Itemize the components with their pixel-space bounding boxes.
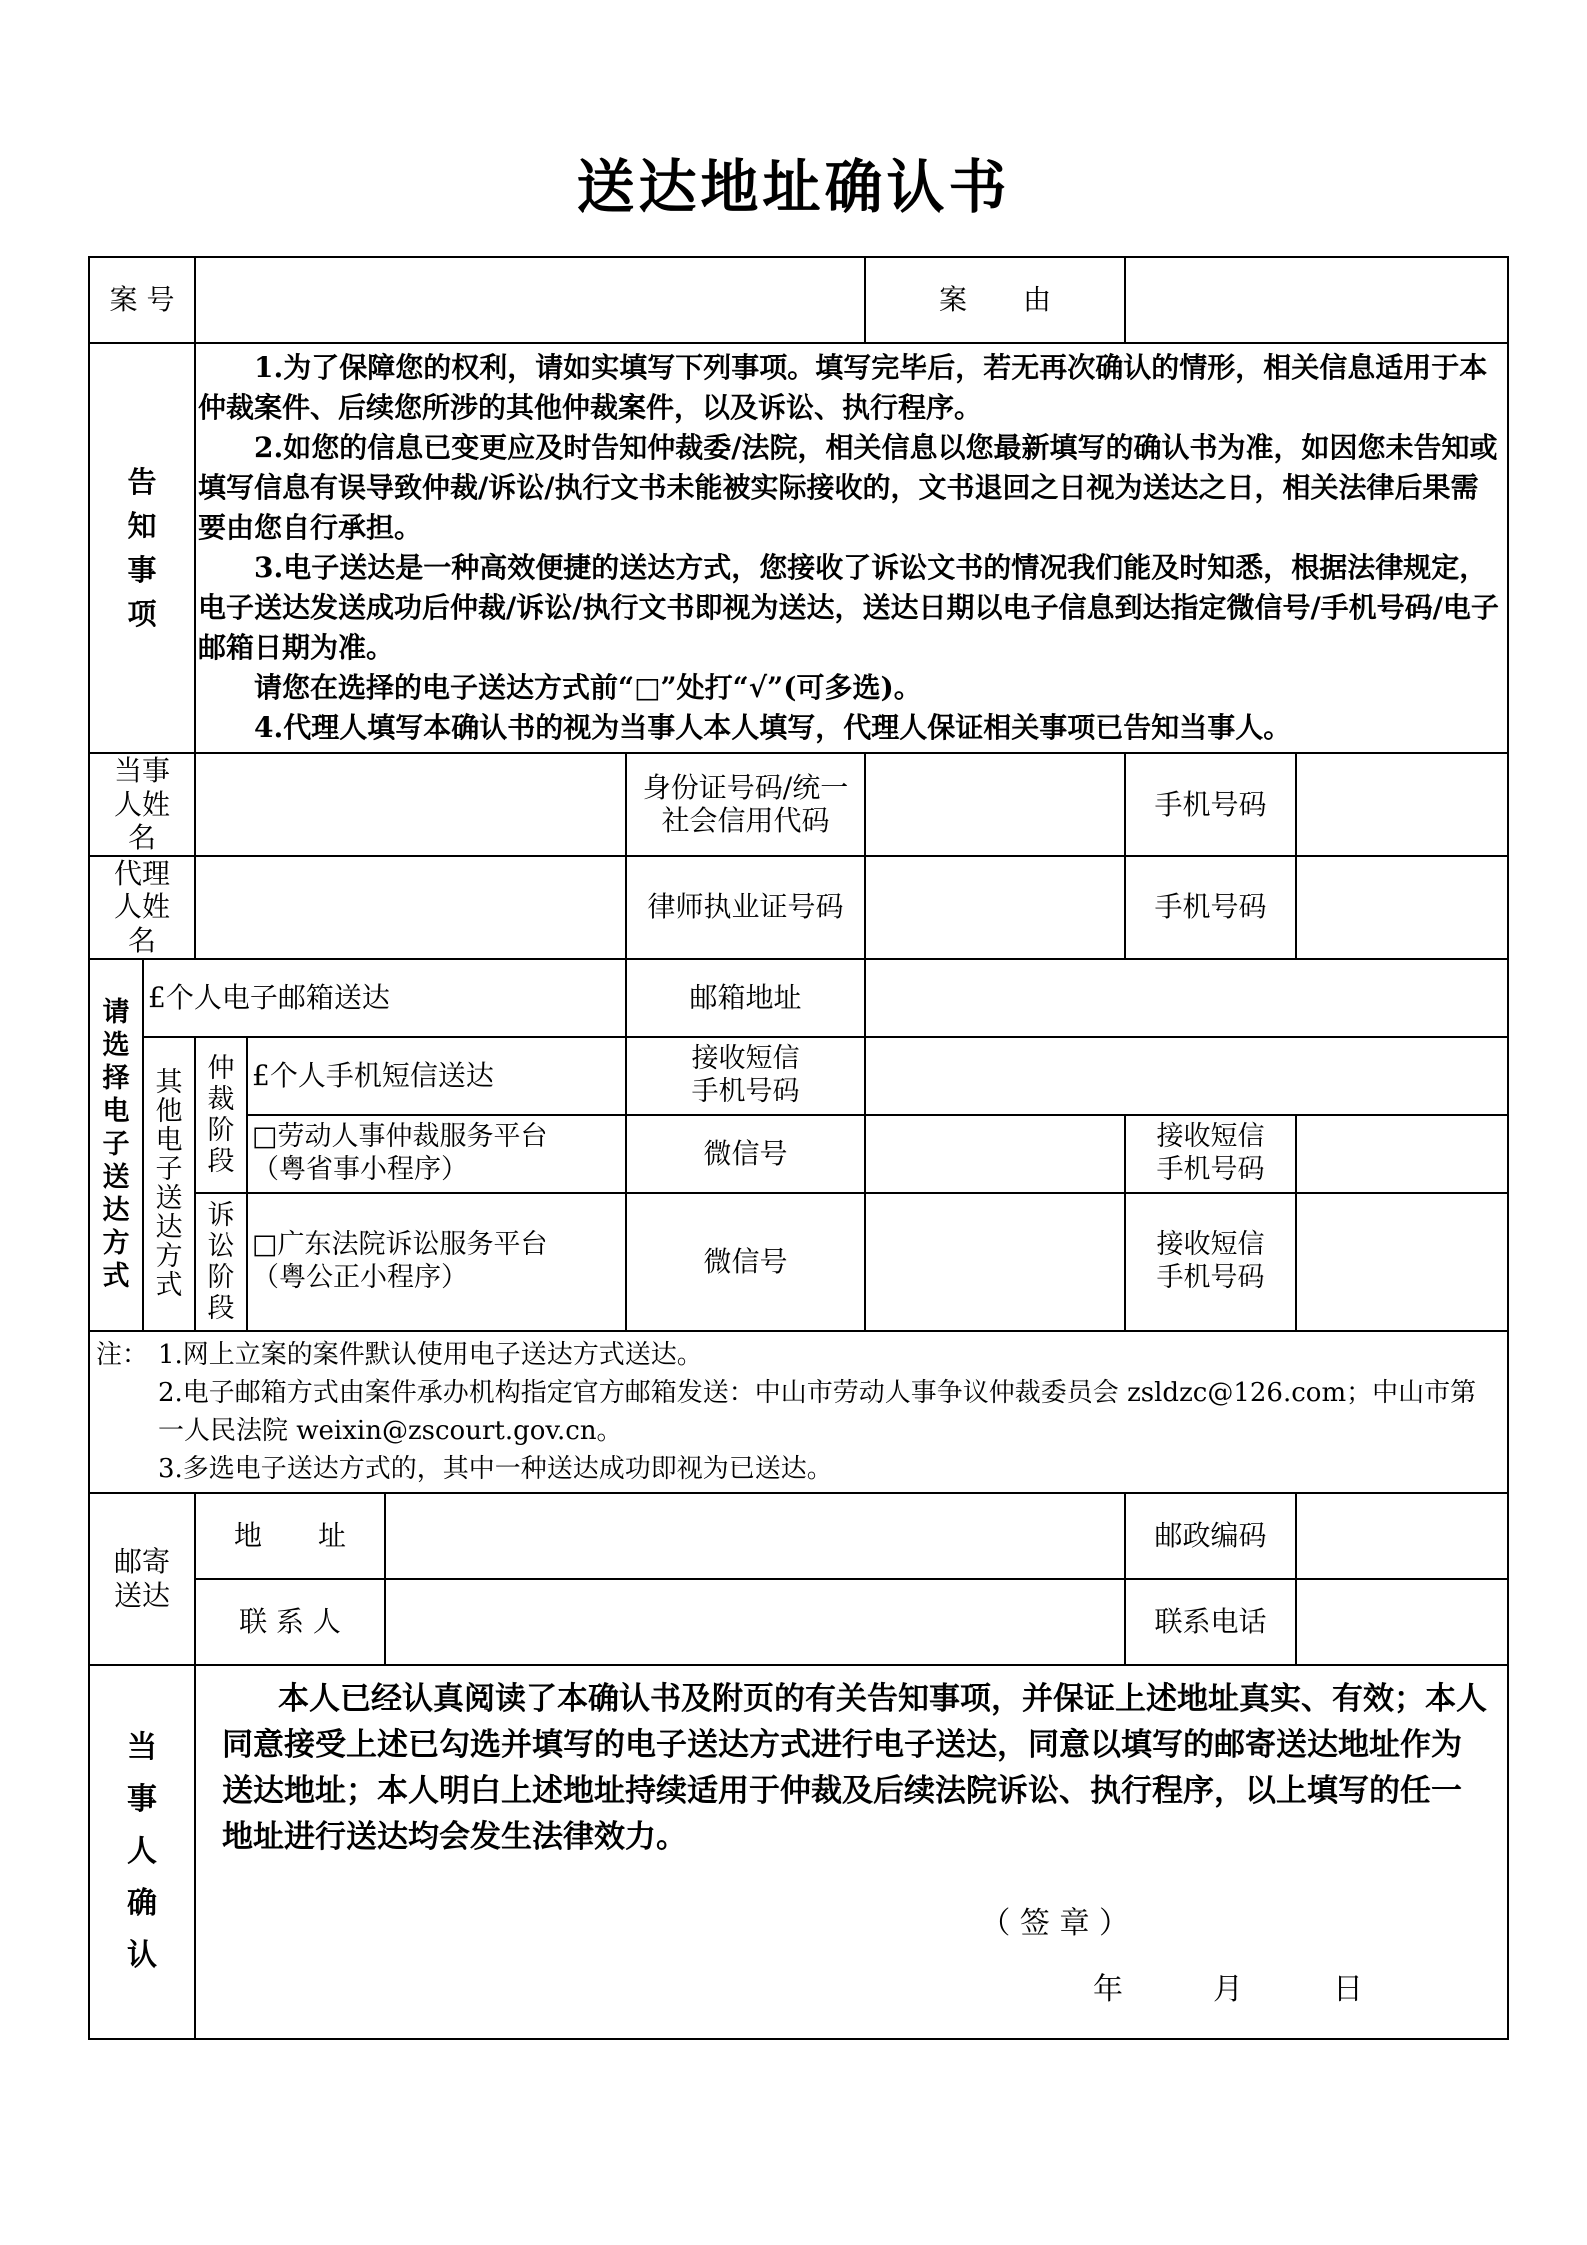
agent-license-field[interactable] bbox=[865, 856, 1125, 959]
notice-label-text: 告知事项 bbox=[127, 465, 157, 631]
labor-platform-label: 劳动人事仲裁服务平台 bbox=[277, 1121, 548, 1153]
court-platform-label: 广东法院诉讼服务平台 bbox=[277, 1229, 548, 1261]
case-reason-label: 案 由 bbox=[865, 257, 1125, 343]
electronic-section-label bbox=[89, 959, 143, 1331]
arbitration-stage-label-text: 仲裁阶段 bbox=[207, 1052, 235, 1177]
sms-phone-label bbox=[626, 1037, 865, 1115]
agent-license-label: 律师执业证号码 bbox=[626, 856, 865, 959]
agent-name-label-text: 代理人姓名 bbox=[113, 856, 170, 957]
note-item: 3.多选电子送达方式的，其中一种送达成功即视为已送达。 bbox=[158, 1453, 833, 1484]
case-number-label: 案 号 bbox=[89, 257, 195, 343]
mail-section-label-text: 邮寄送达 bbox=[113, 1544, 170, 1612]
contact-phone-field[interactable] bbox=[1296, 1579, 1508, 1665]
notice-item: 4.代理人填写本确认书的视为当事人本人填写，代理人保证相关事项已告知当事人。 bbox=[254, 711, 1292, 744]
labor-platform-sub: （粤省事小程序） bbox=[252, 1153, 468, 1185]
notice-item: 2.如您的信息已变更应及时告知仲裁委/法院，相关信息以您最新填写的确认书为准，如因您未告知或填写信息有误导致仲裁/诉讼/执行文书未能被实际接收的，文书退回之日视为送达之日，相关法律后果需要由您自行承担。 bbox=[198, 431, 1498, 544]
email-address-label: 邮箱地址 bbox=[626, 959, 865, 1037]
party-name-field[interactable] bbox=[195, 753, 626, 856]
court-wechat-label: 微信号 bbox=[626, 1193, 865, 1331]
notes-list bbox=[158, 1336, 1501, 1488]
court-receive-sms-label-text: 接收短信手机号码 bbox=[1156, 1229, 1265, 1293]
notes-prefix: 注： bbox=[96, 1339, 149, 1370]
contact-phone-label: 联系电话 bbox=[1125, 1579, 1296, 1665]
court-receive-sms-label bbox=[1125, 1193, 1296, 1331]
signature-date: 年 月 日 bbox=[1093, 1971, 1363, 2007]
party-id-field[interactable] bbox=[865, 753, 1125, 856]
note-item: 2.电子邮箱方式由案件承办机构指定官方邮箱发送：中山市劳动人事争议仲裁委员会 zsldzc@126.com；中山市第一人民法院 weixin@zscourt.gov.cn。 bbox=[158, 1377, 1477, 1446]
other-electronic-label bbox=[143, 1037, 195, 1331]
labor-wechat-field[interactable] bbox=[865, 1115, 1125, 1193]
postcode-label: 邮政编码 bbox=[1125, 1493, 1296, 1579]
mail-address-field[interactable] bbox=[385, 1493, 1125, 1579]
confirm-label bbox=[89, 1665, 195, 2039]
agent-name-label bbox=[89, 856, 195, 959]
email-option-label: 个人电子邮箱送达 bbox=[165, 980, 390, 1014]
court-platform-sub: （粤公正小程序） bbox=[252, 1261, 468, 1293]
sms-checkbox[interactable]: £ bbox=[252, 1058, 270, 1092]
party-id-label bbox=[626, 753, 865, 856]
notice-item: 1.为了保障您的权利，请如实填写下列事项。填写完毕后，若无再次确认的情形，相关信息适用于本仲裁案件、后续您所涉的其他仲裁案件，以及诉讼、执行程序。 bbox=[198, 351, 1488, 424]
litigation-stage-label bbox=[195, 1193, 247, 1331]
court-receive-sms-field[interactable] bbox=[1296, 1193, 1508, 1331]
notes-block bbox=[89, 1331, 1508, 1493]
notice-label bbox=[89, 343, 195, 753]
arbitration-stage-label bbox=[195, 1037, 247, 1193]
signature-label: （ 签 章 ） bbox=[980, 1905, 1129, 1941]
labor-receive-sms-field[interactable] bbox=[1296, 1115, 1508, 1193]
case-number-field[interactable] bbox=[195, 257, 865, 343]
agent-phone-field[interactable] bbox=[1296, 856, 1508, 959]
party-name-label-text: 当事人姓名 bbox=[113, 754, 170, 855]
email-checkbox[interactable]: £ bbox=[148, 980, 166, 1014]
labor-receive-sms-label bbox=[1125, 1115, 1296, 1193]
mail-address-label: 地 址 bbox=[195, 1493, 385, 1579]
sms-phone-field[interactable] bbox=[865, 1037, 1508, 1115]
confirm-label-text: 当事人确认 bbox=[127, 1729, 157, 1973]
email-address-field[interactable] bbox=[865, 959, 1508, 1037]
party-name-label bbox=[89, 753, 195, 856]
email-option[interactable] bbox=[143, 959, 626, 1037]
sms-option-label: 个人手机短信送达 bbox=[269, 1058, 494, 1092]
labor-receive-sms-label-text: 接收短信手机号码 bbox=[1156, 1121, 1265, 1185]
document-title: 送达地址确认书 bbox=[576, 153, 1011, 221]
party-phone-label: 手机号码 bbox=[1125, 753, 1296, 856]
labor-wechat-label: 微信号 bbox=[626, 1115, 865, 1193]
contact-field[interactable] bbox=[385, 1579, 1125, 1665]
notice-item: 3.电子送达是一种高效便捷的送达方式，您接收了诉讼文书的情况我们能及时知悉，根据法律规定，电子送达发送成功后仲裁/诉讼/执行文书即视为送达，送达日期以电子信息到达指定微信号/手机号码/电子邮箱日期为准。 bbox=[198, 551, 1499, 664]
address-confirmation-form bbox=[88, 256, 1509, 2040]
case-reason-field[interactable] bbox=[1125, 257, 1508, 343]
other-electronic-label-text: 其他电子送达方式 bbox=[155, 1066, 183, 1301]
court-platform-option[interactable] bbox=[247, 1193, 626, 1331]
notes-row bbox=[96, 1336, 1501, 1488]
agent-phone-label: 手机号码 bbox=[1125, 856, 1296, 959]
confirm-content bbox=[195, 1665, 1508, 2039]
court-wechat-field[interactable] bbox=[865, 1193, 1125, 1331]
party-id-label-text: 身份证号码/统一社会信用代码 bbox=[642, 770, 849, 838]
confirm-statement: 本人已经认真阅读了本确认书及附页的有关告知事项，并保证上述地址真实、有效；本人同意接受上述已勾选并填写的电子送达方式进行电子送达，同意以填写的邮寄送达地址作为送达地址；本人明白上述地址持续适用于仲裁及后续法院诉讼、执行程序，以上填写的任一地址进行送达均会发生法律效力。 bbox=[222, 1680, 1487, 1855]
labor-platform-option[interactable] bbox=[247, 1115, 626, 1193]
labor-platform-checkbox[interactable]: □ bbox=[252, 1121, 278, 1153]
notice-item: 请您在选择的电子送达方式前“□”处打“√”(可多选)。 bbox=[254, 671, 922, 704]
contact-label: 联 系 人 bbox=[195, 1579, 385, 1665]
electronic-section-label-text: 请选择电子送达方式 bbox=[102, 997, 130, 1293]
postcode-field[interactable] bbox=[1296, 1493, 1508, 1579]
party-phone-field[interactable] bbox=[1296, 753, 1508, 856]
sms-option[interactable] bbox=[247, 1037, 626, 1115]
agent-name-field[interactable] bbox=[195, 856, 626, 959]
court-platform-checkbox[interactable]: □ bbox=[252, 1229, 278, 1261]
notice-content bbox=[195, 343, 1508, 753]
note-item: 1.网上立案的案件默认使用电子送达方式送达。 bbox=[158, 1339, 703, 1370]
mail-section-label bbox=[89, 1493, 195, 1665]
sms-phone-label-text: 接收短信手机号码 bbox=[691, 1043, 800, 1107]
litigation-stage-label-text: 诉讼阶段 bbox=[207, 1199, 235, 1324]
